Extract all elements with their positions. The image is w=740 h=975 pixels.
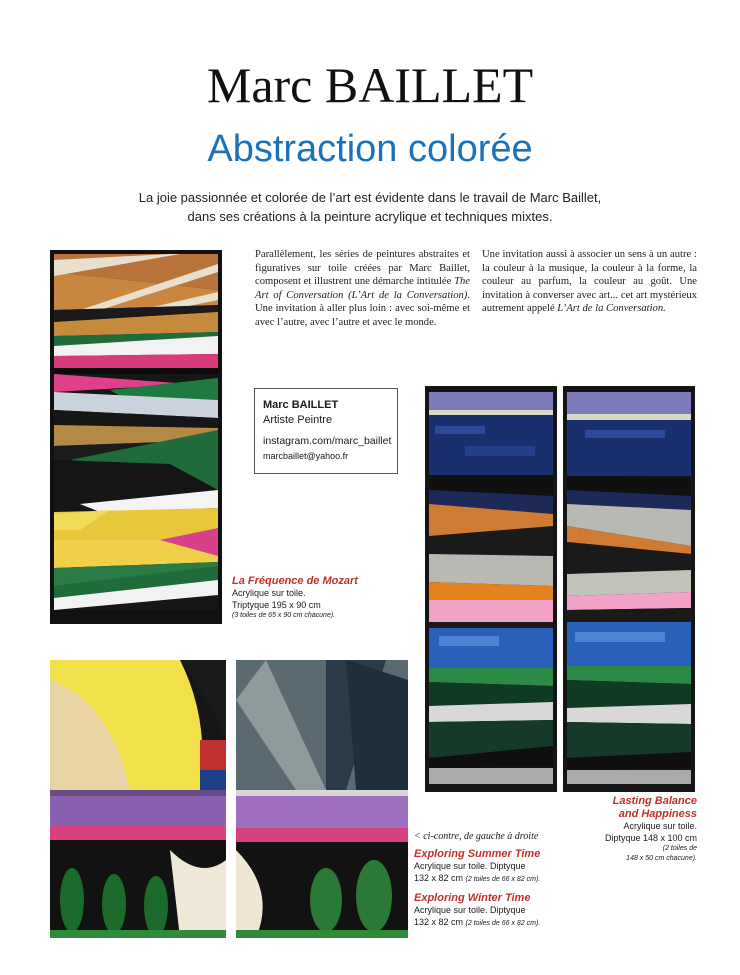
caption-winter-title: Exploring Winter Time bbox=[414, 892, 531, 904]
article-column-1 bbox=[255, 248, 470, 330]
caption-winter-line2-row bbox=[414, 917, 594, 929]
caption-mozart-note: (3 toiles de 65 x 90 cm chacune). bbox=[232, 612, 336, 619]
caption-lasting-note-1: (2 toiles de bbox=[662, 845, 697, 852]
contact-instagram[interactable]: instagram.com/marc_baillet bbox=[263, 435, 392, 447]
contact-box bbox=[254, 388, 398, 474]
contact-name: Marc BAILLET bbox=[263, 399, 339, 411]
caption-winter-line2: 132 x 82 cm bbox=[414, 916, 464, 927]
caption-mozart-title: La Fréquence de Mozart bbox=[232, 575, 358, 587]
caption-summer-note: (2 toiles de 66 x 82 cm). bbox=[465, 875, 541, 883]
caption-winter-note: (2 toiles de 66 x 82 cm). bbox=[465, 919, 541, 927]
col2-italic: L’Art de la Conversation. bbox=[557, 303, 666, 315]
page-subtitle: Abstraction colorée bbox=[207, 128, 533, 170]
caption-summer-line1: Acrylique sur toile. Diptyque bbox=[414, 861, 526, 871]
col1-text-a: Parallèlement, les séries de peintures abstraites et figuratives sur toile créées par Marc Baillet, composent et illustrent une démarche intitulée bbox=[255, 249, 470, 288]
caption-lasting-title-1: Lasting Balance bbox=[612, 795, 697, 807]
intro-line-2: dans ses créations à la peinture acrylique et techniques mixtes. bbox=[187, 209, 553, 224]
intro-paragraph bbox=[60, 188, 680, 226]
col1-italic: The Art of Conversation (L’Art de la Conversation) bbox=[255, 276, 470, 301]
caption-mozart-line1: Acrylique sur toile. bbox=[232, 588, 306, 598]
caption-winter-line1: Acrylique sur toile. Diptyque bbox=[414, 905, 526, 915]
artist-title: Marc BAILLET bbox=[206, 57, 534, 113]
caption-lasting-title-2: and Happiness bbox=[618, 808, 697, 820]
painting-mozart bbox=[50, 250, 222, 624]
article-column-2 bbox=[482, 248, 697, 316]
caption-lasting-note-2: 148 x 50 cm chacune). bbox=[626, 854, 697, 862]
painting-lasting-balance bbox=[425, 386, 699, 792]
col1-text-b: . Une invitation à aller plus loin : avec soi-même et avec l’autre, avec l’autre et avec le monde. bbox=[255, 289, 470, 328]
caption-lasting-line1: Acrylique sur toile. bbox=[623, 821, 697, 831]
caption-lasting-line2: Diptyque 148 x 100 cm bbox=[604, 832, 697, 843]
painting-exploring-winter bbox=[236, 660, 408, 938]
intro-line-1: La joie passionnée et colorée de l’art est évidente dans le travail de Marc Baillet, bbox=[138, 190, 602, 205]
caption-summer-title: Exploring Summer Time bbox=[414, 848, 541, 860]
caption-mozart bbox=[232, 575, 412, 621]
caption-mozart-line2: Triptyque 195 x 90 cm bbox=[232, 599, 321, 610]
caption-ci-contre: < ci-contre, de gauche à droite bbox=[414, 831, 539, 842]
caption-summer-line2-row bbox=[414, 873, 594, 885]
caption-summer-line2: 132 x 82 cm bbox=[414, 872, 464, 883]
painting-exploring-summer bbox=[50, 660, 226, 938]
caption-exploring bbox=[414, 830, 594, 928]
col2-text-a: Une invitation aussi à associer un sens à un autre : la couleur à la musique, la couleur à la forme, la couleur au parfum, la couleur au goût. Une invitation à converser avec art... cet art mystérieux autrement appelé bbox=[482, 249, 697, 315]
contact-role: Artiste Peintre bbox=[263, 414, 333, 426]
contact-email[interactable]: marcbaillet@yahoo.fr bbox=[263, 451, 349, 461]
